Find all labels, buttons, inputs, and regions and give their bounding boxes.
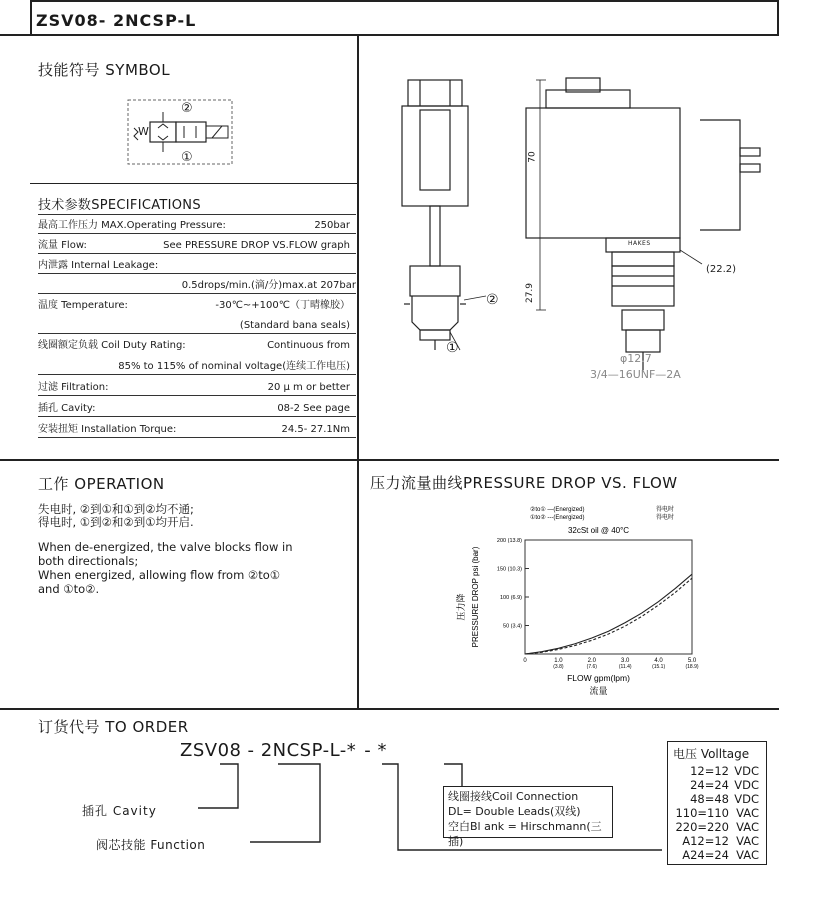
voltage-type: VAC	[736, 820, 759, 834]
voltage-row	[671, 834, 763, 849]
symbol-title: 技能符号 SYMBOL	[38, 61, 171, 79]
spec-row-temperature	[38, 293, 356, 313]
x-tick-label: 2.0	[587, 658, 596, 664]
middle-divider	[0, 459, 779, 461]
voltage-type: VDC	[734, 764, 759, 778]
y-tick-label: 50 (3.4)	[503, 623, 522, 630]
x-tick-sublabel: (15.1)	[652, 664, 666, 670]
spec-title: 技术参数SPECIFICATIONS	[38, 194, 356, 215]
voltage-type: VDC	[734, 792, 759, 806]
right-border-header	[777, 0, 779, 34]
symbol-port2: ②	[181, 101, 193, 116]
voltage-type: VAC	[736, 806, 759, 820]
coil-title: 线圈接线Coil Connection	[448, 790, 579, 803]
spec-value: (Standard bana seals)	[239, 320, 350, 331]
dim-70: 70	[527, 151, 538, 163]
order-code-voltage: -*	[339, 740, 357, 761]
spec-row-flow	[38, 233, 356, 254]
spec-label: 温度 Temperature:	[38, 300, 128, 311]
model-title: ZSV08- 2NCSP-L	[36, 11, 197, 30]
voltage-title: 电压 Volltage	[673, 747, 750, 761]
legend-entry-cn: 得电时	[656, 507, 675, 513]
header-divider	[0, 34, 779, 36]
y-axis-label: PRESSURE DROP psi (bar)	[471, 546, 480, 648]
spec-value: 20 μ m or better	[267, 382, 350, 393]
operation-cn-2: 得电时, ①到②和②到①均开启.	[38, 515, 194, 529]
spec-row-seals	[38, 313, 356, 334]
order-code-function: - 2NCSP-L	[247, 740, 340, 761]
top-border	[30, 0, 778, 2]
operation-en-3: When energized, allowing flow from ②to①	[38, 568, 281, 582]
operation-en-2: both directionals;	[38, 554, 139, 568]
spec-label: 内泄露 Internal Leakage:	[38, 260, 159, 271]
voltage-code: A12=12	[682, 834, 729, 848]
dim-22-2: (22.2)	[706, 264, 737, 275]
legend-entry: ②to① —(Energized)	[530, 507, 585, 513]
y-tick-label: 100 (6.9)	[499, 595, 522, 601]
voltage-type: VDC	[734, 778, 759, 792]
dim-27-9: 27.9	[525, 282, 536, 304]
brand-label: HAKES	[628, 240, 651, 247]
bottom-divider	[0, 708, 779, 710]
voltage-type: VAC	[736, 834, 759, 848]
spec-label: 最高工作压力 MAX.Operating Pressure:	[38, 220, 226, 231]
chart-subtitle: 32cSt oil @ 40°C	[567, 526, 630, 535]
voltage-row	[671, 820, 763, 835]
operation-en-4: and ①to②.	[38, 582, 100, 596]
spec-row-torque	[38, 417, 356, 438]
legend-entry-cn: 得电时	[656, 515, 675, 521]
pressure-flow-chart	[430, 496, 720, 708]
spec-row-filtration	[38, 375, 356, 396]
x-tick-label: 0	[523, 658, 527, 664]
spec-value: 85% to 115% of nominal voltage(连续工作电压)	[118, 361, 350, 372]
voltage-row	[671, 792, 763, 807]
chart-frame	[525, 540, 692, 654]
voltage-type: VAC	[736, 848, 759, 862]
symbol-w-label: W	[138, 125, 149, 138]
voltage-code: A24=24	[682, 848, 729, 862]
spec-row-leakage	[38, 253, 356, 274]
spec-row-pressure	[38, 213, 356, 234]
x-tick-label: 5.0	[687, 658, 697, 664]
symbol-port1: ①	[181, 150, 193, 165]
spec-label: 过滤 Filtration:	[38, 382, 109, 393]
coil-blank: 空白Bl ank = Hirschmann(三插)	[448, 820, 602, 848]
y-axis-label-cn: 压力降	[457, 593, 467, 621]
voltage-code: 24=24	[690, 778, 729, 792]
x-tick-sublabel: (3.8)	[553, 664, 564, 670]
x-tick-label: 1.0	[554, 658, 563, 664]
spec-row-cavity	[38, 396, 356, 417]
voltage-row	[671, 778, 763, 793]
spec-value: Continuous from	[267, 340, 350, 351]
spec-label: 安装扭矩 Installation Torque:	[38, 424, 177, 435]
y-tick-label: 150 (10.3)	[496, 566, 522, 573]
spec-divider	[30, 183, 358, 184]
coil-connection-box	[443, 786, 613, 848]
dim-12-7: φ12.7	[620, 352, 652, 365]
spec-value: 24.5- 27.1Nm	[281, 424, 350, 435]
drawing-port2: ②	[486, 292, 499, 308]
x-axis-label-cn: 流量	[589, 687, 608, 697]
voltage-code: 48=48	[690, 792, 729, 806]
y-tick-label: 200 (13.8)	[496, 538, 522, 544]
series-line-2	[525, 578, 692, 654]
function-label: 阀芯技能 Function	[96, 838, 206, 852]
order-code	[180, 740, 387, 761]
spec-label: 插孔 Cavity:	[38, 403, 96, 414]
spec-value: 250bar	[314, 220, 350, 231]
operation-en-1: When de-energized, the valve blocks flow in	[38, 540, 293, 554]
spec-value: 08-2 See page	[277, 403, 350, 414]
spec-value: See PRESSURE DROP VS.FLOW graph	[163, 240, 350, 251]
order-title: 订货代号 TO ORDER	[38, 718, 189, 736]
x-tick-label: 3.0	[621, 658, 630, 664]
legend-entry: ①to② ---(Energized)	[530, 515, 585, 521]
coil-dl: DL= Double Leads(双线)	[448, 805, 581, 818]
voltage-code: 12=12	[690, 764, 729, 778]
operation-cn-1: 失电时, ②到①和①到②均不通;	[38, 502, 194, 516]
spec-row-coil	[38, 333, 356, 353]
drawing-port1: ①	[446, 340, 459, 356]
voltage-code: 110=110	[675, 806, 729, 820]
chart-title: 压力流量曲线PRESSURE DROP VS. FLOW	[370, 474, 678, 492]
spec-label: 流量 Flow:	[38, 240, 87, 251]
voltage-code: 220=220	[675, 820, 729, 834]
spec-value: -30℃~+100℃（丁晴橡胶）	[215, 300, 350, 311]
spec-row-leakage-value	[38, 273, 356, 294]
order-code-coil: - *	[364, 740, 387, 761]
x-tick-label: 4.0	[654, 658, 663, 664]
voltage-row	[671, 848, 763, 863]
voltage-row	[671, 806, 763, 821]
series-line-1	[525, 574, 692, 654]
thread-spec: 3/4—16UNF—2A	[590, 368, 681, 381]
left-border-header	[30, 0, 32, 34]
x-axis-label: FLOW gpm(lpm)	[567, 673, 630, 683]
cavity-label: 插孔 Cavity	[82, 804, 157, 818]
center-divider	[357, 34, 359, 710]
x-tick-sublabel: (18.9)	[685, 664, 699, 670]
operation-title: 工作 OPERATION	[38, 475, 165, 493]
x-tick-sublabel: (11.4)	[618, 664, 632, 670]
spec-label: 线圈额定负载 Coil Duty Rating:	[38, 340, 186, 351]
voltage-row	[671, 764, 763, 779]
order-code-cavity: ZSV08	[180, 740, 242, 761]
spec-row-coil-value	[38, 354, 356, 375]
x-tick-sublabel: (7.6)	[586, 664, 597, 670]
spec-value: 0.5drops/min.(滴/分)max.at 207bar	[181, 280, 356, 291]
